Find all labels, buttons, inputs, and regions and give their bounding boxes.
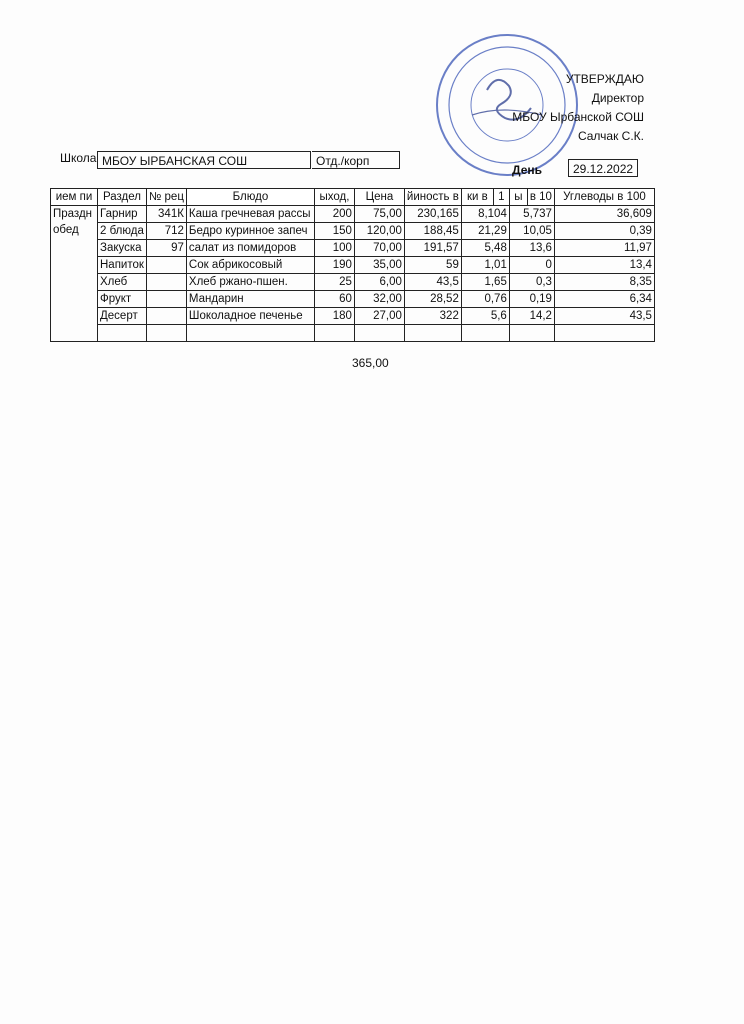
section-cell: Закуска xyxy=(98,240,147,257)
fat-cell: 0 xyxy=(509,257,554,274)
protein-cell: 5,48 xyxy=(461,240,509,257)
carbs-cell: 36,609 xyxy=(554,206,654,223)
recipe-cell xyxy=(147,257,187,274)
approval-position: Директор xyxy=(591,91,644,105)
col-fat: ы xyxy=(509,189,527,206)
carbs-cell: 0,39 xyxy=(554,223,654,240)
dish-cell: Шоколадное печенье xyxy=(186,308,314,325)
fat-cell: 13,6 xyxy=(509,240,554,257)
dish-cell: Сок абрикосовый xyxy=(186,257,314,274)
yield-cell: 60 xyxy=(314,291,354,308)
recipe-cell xyxy=(147,274,187,291)
price-cell: 75,00 xyxy=(354,206,404,223)
kcal-cell: 322 xyxy=(404,308,461,325)
empty-cell xyxy=(354,325,404,342)
empty-cell xyxy=(509,325,554,342)
col-protein-2: 1 xyxy=(493,189,509,206)
dept-label: Отд./корп xyxy=(316,154,370,168)
kcal-cell: 28,52 xyxy=(404,291,461,308)
approval-name: Салчак С.К. xyxy=(577,129,644,143)
protein-cell: 5,6 xyxy=(461,308,509,325)
fat-cell: 5,737 xyxy=(509,206,554,223)
yield-cell: 25 xyxy=(314,274,354,291)
yield-cell: 190 xyxy=(314,257,354,274)
protein-cell: 1,65 xyxy=(461,274,509,291)
day-label: День xyxy=(512,163,542,177)
table-row xyxy=(51,257,655,274)
table-row xyxy=(51,206,655,223)
table-row xyxy=(51,274,655,291)
table-row xyxy=(51,240,655,257)
carbs-cell: 13,4 xyxy=(554,257,654,274)
price-cell: 27,00 xyxy=(354,308,404,325)
approval-org: МБОУ Ырбанской СОШ xyxy=(512,110,644,124)
protein-cell: 1,01 xyxy=(461,257,509,274)
recipe-cell xyxy=(147,308,187,325)
fat-cell: 14,2 xyxy=(509,308,554,325)
table-header-row xyxy=(51,189,655,206)
kcal-cell: 191,57 xyxy=(404,240,461,257)
carbs-cell: 6,34 xyxy=(554,291,654,308)
meal-cell: Праздн обед xyxy=(51,206,98,342)
dish-cell: Бедро куринное запеч xyxy=(186,223,314,240)
col-price: Цена xyxy=(354,189,404,206)
empty-cell xyxy=(98,325,147,342)
kcal-cell: 43,5 xyxy=(404,274,461,291)
price-cell: 120,00 xyxy=(354,223,404,240)
empty-cell xyxy=(554,325,654,342)
empty-cell xyxy=(147,325,187,342)
protein-cell: 0,76 xyxy=(461,291,509,308)
col-kcal: йиность в xyxy=(404,189,461,206)
col-carbs: Углеводы в 100 xyxy=(554,189,654,206)
empty-cell xyxy=(404,325,461,342)
yield-cell: 200 xyxy=(314,206,354,223)
section-cell: Фрукт xyxy=(98,291,147,308)
fat-cell: 0,3 xyxy=(509,274,554,291)
empty-cell xyxy=(314,325,354,342)
price-cell: 32,00 xyxy=(354,291,404,308)
kcal-cell: 59 xyxy=(404,257,461,274)
price-cell: 6,00 xyxy=(354,274,404,291)
section-cell: 2 блюда xyxy=(98,223,147,240)
col-meal: ием пи xyxy=(51,189,98,206)
school-label: Школа xyxy=(60,151,97,165)
col-fat-2: в 10 xyxy=(527,189,554,206)
yield-cell: 150 xyxy=(314,223,354,240)
carbs-cell: 43,5 xyxy=(554,308,654,325)
dish-cell: Каша гречневая рассы xyxy=(186,206,314,223)
kcal-cell: 230,165 xyxy=(404,206,461,223)
section-cell: Гарнир xyxy=(98,206,147,223)
carbs-cell: 8,35 xyxy=(554,274,654,291)
section-cell: Напиток xyxy=(98,257,147,274)
school-field: МБОУ ЫРБАНСКАЯ СОШ xyxy=(97,151,311,169)
recipe-cell: 712 xyxy=(147,223,187,240)
col-yield: ыход, xyxy=(314,189,354,206)
price-cell: 70,00 xyxy=(354,240,404,257)
dept-field xyxy=(312,151,400,169)
yield-cell: 100 xyxy=(314,240,354,257)
dish-cell: Мандарин xyxy=(186,291,314,308)
table-row xyxy=(51,291,655,308)
price-total: 365,00 xyxy=(352,356,389,370)
section-cell: Десерт xyxy=(98,308,147,325)
carbs-cell: 11,97 xyxy=(554,240,654,257)
table-row-empty xyxy=(51,325,655,342)
dish-cell: Хлеб ржано-пшен. xyxy=(186,274,314,291)
menu-table xyxy=(50,188,655,342)
col-dish: Блюдо xyxy=(186,189,314,206)
day-field: 29.12.2022 xyxy=(568,159,638,177)
recipe-cell: 341К xyxy=(147,206,187,223)
col-section: Раздел xyxy=(98,189,147,206)
kcal-cell: 188,45 xyxy=(404,223,461,240)
table-row xyxy=(51,223,655,240)
protein-cell: 8,104 xyxy=(461,206,509,223)
dish-cell: салат из помидоров xyxy=(186,240,314,257)
recipe-cell: 97 xyxy=(147,240,187,257)
empty-cell xyxy=(461,325,509,342)
fat-cell: 10,05 xyxy=(509,223,554,240)
col-protein: ки в xyxy=(461,189,493,206)
protein-cell: 21,29 xyxy=(461,223,509,240)
approval-block xyxy=(512,70,644,146)
approval-title: УТВЕРЖДАЮ xyxy=(565,72,644,86)
col-recipe: № рец xyxy=(147,189,187,206)
table-row xyxy=(51,308,655,325)
yield-cell: 180 xyxy=(314,308,354,325)
section-cell: Хлеб xyxy=(98,274,147,291)
empty-cell xyxy=(186,325,314,342)
fat-cell: 0,19 xyxy=(509,291,554,308)
recipe-cell xyxy=(147,291,187,308)
price-cell: 35,00 xyxy=(354,257,404,274)
